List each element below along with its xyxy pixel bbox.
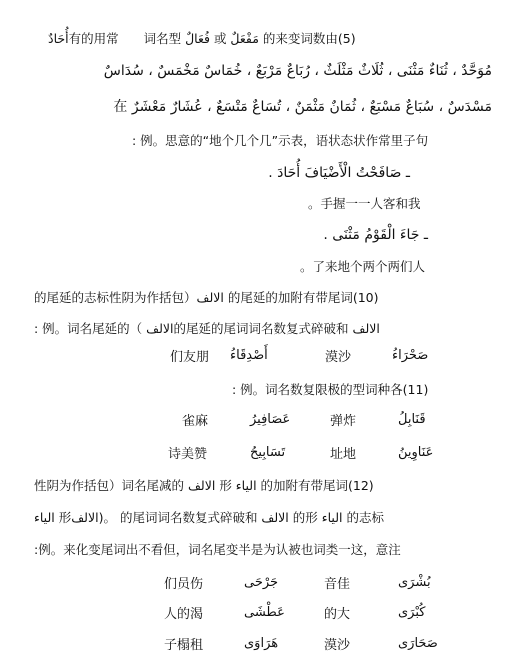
table-row-plural: تَسَابِيحُ	[250, 445, 286, 460]
table-row-singular: صَحَارَى	[398, 636, 438, 651]
table-row-meaning: 雀麻	[182, 414, 209, 429]
table-row-gloss: 漠沙	[325, 350, 352, 365]
table-row-singular: بُشْرَى	[398, 575, 431, 590]
table-row-meaning: 诗美赞	[168, 447, 208, 462]
para-5-line-3: مَسْدَسٌ ، سُبَاعٌ مَسْبَعٌ ، ثُمَانٌ مَثْمَنٌ ، تُسَاعٌ مَتْسَعٌ ، عُشَارٌ مَعْشَرٌ 在	[113, 99, 492, 115]
table-row-gloss: 漠沙	[324, 638, 351, 653]
table-row-meaning: 们员伤	[164, 577, 204, 592]
para-10-line-2: : 例。词名尾延的（ الالف的尾延的尾词词名数复式碎破和 الالف	[34, 321, 380, 336]
table-row-plural: أَصْدِقَاءُ	[230, 348, 268, 363]
para-12-line-3: :例。来化变尾词出不看但，词名尾变半是为认被也词类一这，意注	[34, 542, 401, 557]
example-1-arabic: ـ صَافَحْتُ الْأَضْيَافَ أُحَادَ .	[268, 165, 410, 181]
para-5-line-1: أُحَادٌ有的用常 词名型 فُعَالٌ 或 مَفْعَلٌ 的来变词数由(5)	[48, 31, 356, 46]
table-row-gloss: 弹炸	[330, 414, 357, 429]
example-2-arabic: ـ جَاءَ الْقَوْمُ مَثْنَى .	[323, 227, 428, 243]
para-12-line-1: 性阴为作括包）词名尾减的 الالف 形 الياء 的加附有带尾词(12)	[34, 478, 374, 493]
para-5-line-2: مُوَحَّدٌ ، ثُنَاءٌ مَثْنَى ، ثُلَاثٌ مَثْلَثٌ ، رُبَاعٌ مَرْبَعٌ ، خُمَاسٌ مَخْمَسٌ ، سُدَاسٌ	[103, 63, 492, 79]
table-row-plural: عَصَافِيرُ	[250, 412, 291, 427]
table-row-meaning: 人的渴	[164, 607, 204, 622]
example-2-translation: 。了来地个两个两们人	[300, 259, 426, 274]
table-row-singular: كُبْرَى	[398, 605, 426, 620]
table-row-meaning: 们友朋	[170, 350, 210, 365]
table-row-meaning: 子榻租	[164, 638, 204, 653]
para-11: : 例。词名数复限极的型词种各(11)	[232, 382, 429, 397]
table-row-plural: هَرَاوَى	[244, 636, 279, 651]
table-row-gloss: 音佳	[324, 577, 351, 592]
table-row-gloss: 的大	[324, 607, 351, 622]
para-10-line-1: 的尾延的志标性阴为作括包）الالف 的尾延的加附有带尾词(10)	[34, 290, 379, 305]
para-12-line-2: الياء 形الالف)。 的尾词词名数复式碎破和 الالف 的形 الياء 的志标	[34, 510, 384, 525]
para-5-line-4: : 例。思意的“地个几个几”示表，语状态状作常里子句	[132, 133, 429, 148]
table-row-gloss: 址地	[330, 447, 357, 462]
table-row-singular: عَنَاوِينُ	[398, 445, 434, 460]
example-1-translation: 。手握一一人客和我	[308, 196, 421, 211]
table-row-plural: عَطْشَى	[244, 605, 285, 620]
table-row-plural: جَرْحَى	[244, 575, 279, 590]
table-row-singular: قَنَابِلُ	[398, 412, 426, 427]
table-row-singular: صَحْرَاءُ	[392, 348, 429, 363]
